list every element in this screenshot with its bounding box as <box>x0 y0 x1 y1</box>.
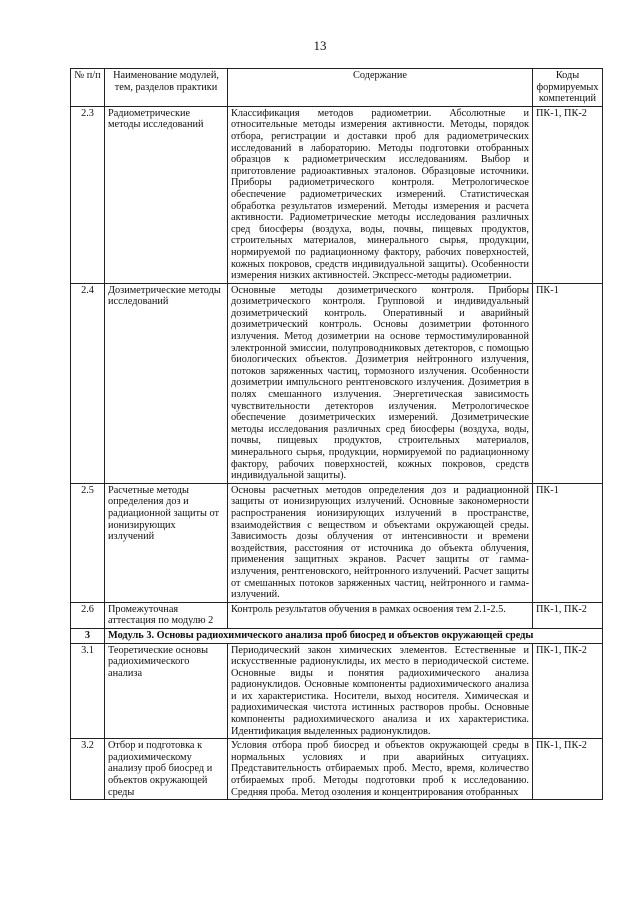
module-title: Модуль 3. Основы радиохимического анализа проб биосред и объектов окружающей среды <box>105 628 603 643</box>
header-name: Наименование модулей, тем, разделов практики <box>105 69 228 107</box>
row-name: Отбор и подготовка к радиохимическому анализу проб биосред и объектов окружающей среды <box>105 739 228 800</box>
table-row <box>71 283 603 483</box>
row-content: Классификация методов радиометрии. Абсолютные и относительные методы измерения активности. Методы, порядок отбора, регистрации и доставки проб для радиометрических исследований в лабораторию. Методы подготовки отобранных образцов к радиометрическим исследованиям. Выбор и приготовление радиоактивных эталонов. Образцовые источники. Приборы радиометрического контроля. Метрологическое обеспечение радиометрических измерений. Статистическая обработка результатов измерений. Методы измерения и расчета активности. Радиометрические методы исследования различных сред биосферы (воздуха, воды, почвы, пищевых продуктов, строительных материалов, минерального сырья, продукции, нормируемой по радиационному фактору, рабочих поверхностей, кожных покровов, средств индивидуальной защиты). Особенности измерения низких активностей. Экспресс-методы радиометрии. <box>228 106 533 283</box>
row-codes: ПК-1, ПК-2 <box>533 739 603 800</box>
row-content: Условия отбора проб биосред и объектов окружающей среды в нормальных условиях и при аварийных ситуациях. Представительность отбираемых проб. Место, время, количество отбираемых проб. Методы подготовки проб к исследованию. Средняя проба. Метод озоления и концентрирования отобранных <box>228 739 533 800</box>
table-header-row <box>71 69 603 107</box>
header-codes: Коды формируемых компетенций <box>533 69 603 107</box>
header-content: Содержание <box>228 69 533 107</box>
row-name: Теоретические основы радиохимического анализа <box>105 643 228 739</box>
row-num: 3.1 <box>71 643 105 739</box>
row-name: Дозиметрические методы исследований <box>105 283 228 483</box>
row-num: 2.3 <box>71 106 105 283</box>
table-row <box>71 106 603 283</box>
row-num: 3.2 <box>71 739 105 800</box>
row-num: 2.6 <box>71 602 105 628</box>
row-num: 2.5 <box>71 483 105 602</box>
row-name: Расчетные методы определения доз и радиационной защиты от ионизирующих излучений <box>105 483 228 602</box>
row-codes: ПК-1, ПК-2 <box>533 643 603 739</box>
table-row <box>71 643 603 739</box>
row-content: Основы расчетных методов определения доз и радиационной защиты от ионизирующих излучений. Основные закономерности распространения ионизирующих излучений в пространстве, взаимодействия с веществом и объектами окружающей среды. Зависимость дозы облучения от интенсивности и времени воздействия, расстояния от источника до объекта облучения, применения защитных экранов. Расчет защиты от гамма-излучения, рентгеновского, нейтронного излучений. Расчет защиты от смешанных потоков заряженных частиц, нейтронного и гамма-излучений. <box>228 483 533 602</box>
row-codes: ПК-1, ПК-2 <box>533 106 603 283</box>
table-row <box>71 739 603 800</box>
module-num: 3 <box>71 628 105 643</box>
row-num: 2.4 <box>71 283 105 483</box>
row-content: Периодический закон химических элементов. Естественные и искусственные радионуклиды, их место в периодической системе. Основные виды и понятия радиохимического анализа радионуклидов. Основные компоненты радиохимического анализа и их характеристика. Носители, выход носителя. Химическая и радиохимическая чистота истинных растворов пробы. Основные компоненты радиохимического анализа и их характеристика. Идентификация выделенных радионуклидов. <box>228 643 533 739</box>
row-codes: ПК-1 <box>533 283 603 483</box>
row-content: Основные методы дозиметрического контроля. Приборы дозиметрического контроля. Групповой и индивидуальный дозиметрический контроль. Оперативный и аварийный дозиметрический контроль. Основы дозиметрии фотонного излучения. Метод дозиметрии на основе термостимулированной электронной эмиссии, полупроводниковых детекторов, с помощью биологических объектов. Дозиметрия нейтронного излучения, потоков заряженных частиц, тормозного излучения. Особенности дозиметрии импульсного рентгеновского излучения. Дозиметрия в полях смешанного излучения. Энергетическая зависимость чувствительности детекторов излучения. Метрологическое обеспечение дозиметрических измерений. Дозиметрические методы исследования различных сред биосферы (воздуха, воды, почвы, пищевых продуктов, строительных материалов, минерального сырья, продукции, нормируемой по радиационному фактору, рабочих поверхностей, кожных покровов, средств индивидуальной защиты). <box>228 283 533 483</box>
row-name: Промежуточная аттестация по модулю 2 <box>105 602 228 628</box>
row-content: Контроль результатов обучения в рамках освоения тем 2.1-2.5. <box>228 602 533 628</box>
table-row <box>71 602 603 628</box>
header-num: № п/п <box>71 69 105 107</box>
page-number: 13 <box>313 38 327 53</box>
table-row <box>71 483 603 602</box>
module-header-row <box>71 628 603 643</box>
row-codes: ПК-1 <box>533 483 603 602</box>
curriculum-table <box>70 68 603 800</box>
row-codes: ПК-1, ПК-2 <box>533 602 603 628</box>
row-name: Радиометрические методы исследований <box>105 106 228 283</box>
